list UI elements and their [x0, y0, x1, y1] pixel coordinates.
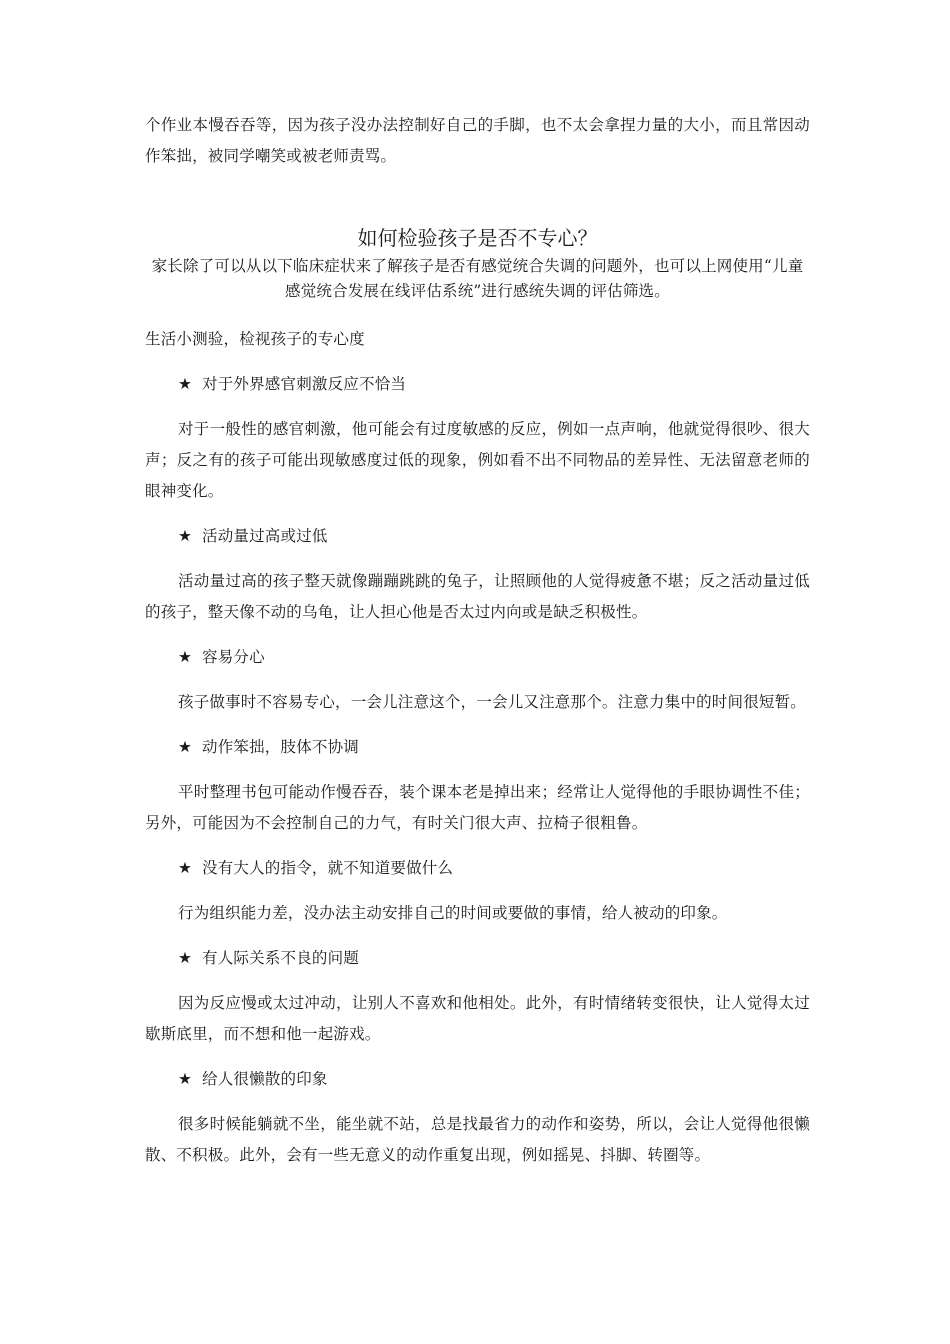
quiz-heading: 生活小测验，检视孩子的专心度 [145, 330, 365, 348]
list-item [145, 853, 810, 929]
item-title [145, 853, 810, 884]
item-body: 行为组织能力差，没办法主动安排自己的时间或要做的事情，给人被动的印象。 [178, 904, 728, 922]
item-title [145, 1064, 810, 1095]
item-title-text: 给人很懒散的印象 [202, 1070, 328, 1088]
star-icon: ★ [178, 859, 193, 877]
item-title-text: 容易分心 [202, 648, 265, 666]
star-icon: ★ [178, 527, 193, 545]
item-title-text: 活动量过高或过低 [202, 527, 328, 545]
item-title [145, 943, 810, 974]
list-item [145, 1064, 810, 1171]
list-item [145, 369, 810, 507]
intro-continuation-paragraph: 个作业本慢吞吞等，因为孩子没办法控制好自己的手脚，也不太会拿捏力量的大小，而且常因动作笨拙，被同学嘲笑或被老师责骂。 [145, 116, 810, 165]
star-icon: ★ [178, 375, 193, 393]
star-icon: ★ [178, 738, 193, 756]
item-body: 孩子做事时不容易专心，一会儿注意这个，一会儿又注意那个。注意力集中的时间很短暂。 [178, 693, 807, 711]
document-page [145, 110, 810, 1171]
star-icon: ★ [178, 949, 193, 967]
item-title [145, 521, 810, 552]
section-intro-paragraph: 家长除了可以从以下临床症状来了解孩子是否有感觉统合失调的问题外，也可以上网使用“儿童感觉统合发展在线评估系统”进行感统失调的评估筛选。 [151, 257, 804, 300]
star-icon: ★ [178, 1070, 193, 1088]
item-body: 因为反应慢或太过冲动，让别人不喜欢和他相处。此外，有时情绪转变很快，让人觉得太过歇斯底里，而不想和他一起游戏。 [145, 994, 810, 1043]
item-body: 平时整理书包可能动作慢吞吞，装个课本老是掉出来；经常让人觉得他的手眼协调性不佳；另外，可能因为不会控制自己的力气，有时关门很大声、拉椅子很粗鲁。 [145, 783, 810, 832]
section-title: 如何检验孩子是否不专心？ [357, 226, 598, 250]
list-item [145, 943, 810, 1050]
item-title [145, 369, 810, 400]
item-title [145, 642, 810, 673]
item-title-text: 动作笨拙，肢体不协调 [202, 738, 360, 756]
list-item [145, 642, 810, 718]
item-body: 很多时候能躺就不坐，能坐就不站，总是找最省力的动作和姿势，所以，会让人觉得他很懒散、不积极。此外，会有一些无意义的动作重复出现，例如摇晃、抖脚、转圈等。 [145, 1115, 810, 1164]
star-icon: ★ [178, 648, 193, 666]
item-title-text: 有人际关系不良的问题 [202, 949, 360, 967]
item-body: 对于一般性的感官刺激，他可能会有过度敏感的反应，例如一点声响，他就觉得很吵、很大声；反之有的孩子可能出现敏感度过低的现象，例如看不出不同物品的差异性、无法留意老师的眼神变化。 [145, 420, 810, 500]
item-list [145, 369, 810, 1171]
list-item [145, 521, 810, 628]
item-title-text: 没有大人的指令，就不知道要做什么 [202, 859, 454, 877]
item-title-text: 对于外界感官刺激反应不恰当 [202, 375, 407, 393]
item-body: 活动量过高的孩子整天就像蹦蹦跳跳的兔子，让照顾他的人觉得疲惫不堪；反之活动量过低的孩子，整天像不动的乌龟，让人担心他是否太过内向或是缺乏积极性。 [145, 572, 810, 621]
item-title [145, 732, 810, 763]
list-item [145, 732, 810, 839]
